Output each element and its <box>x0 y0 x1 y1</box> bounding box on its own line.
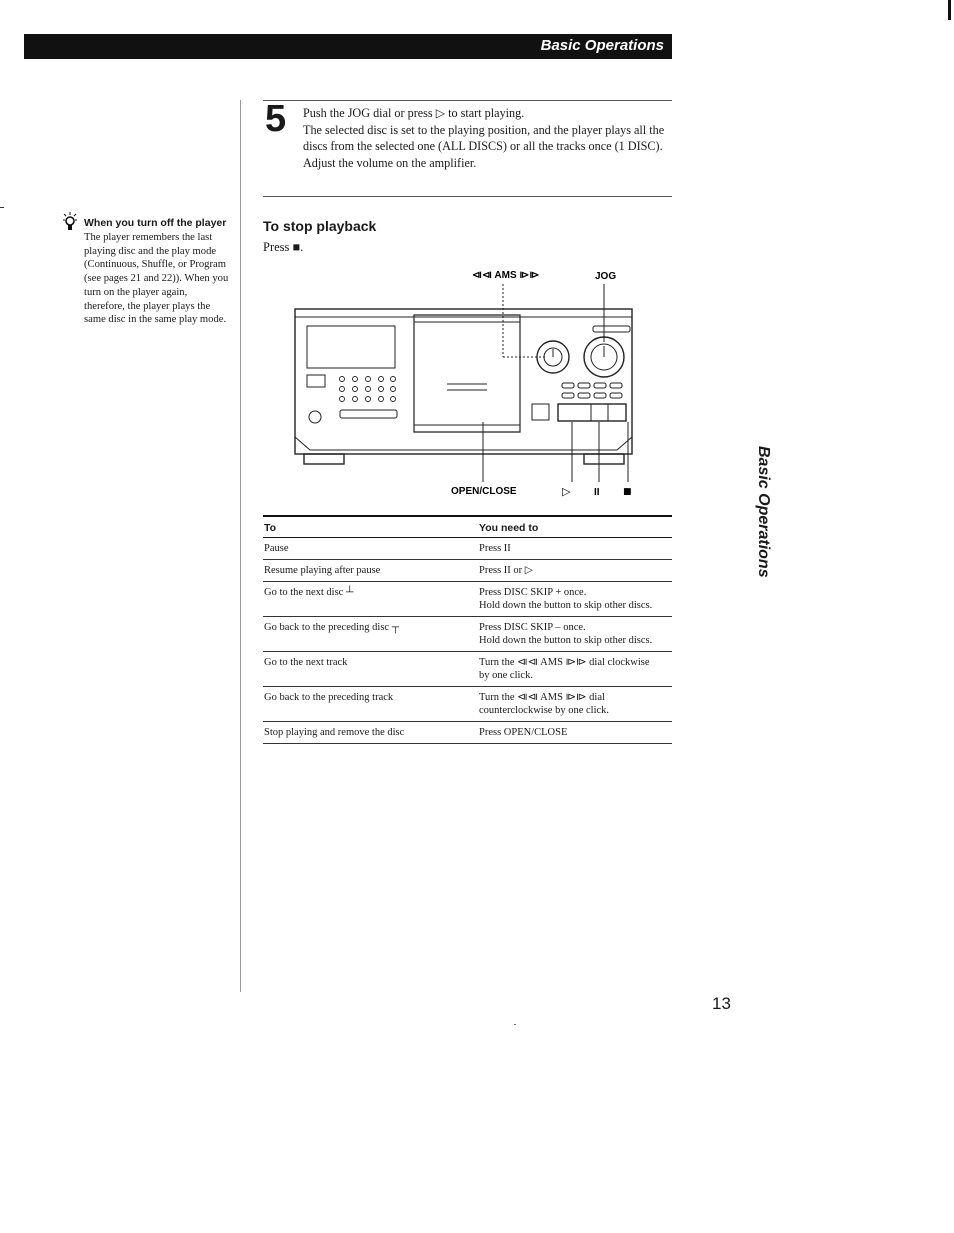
disc-skip-icon: ┴ <box>345 587 354 598</box>
print-dot <box>514 1024 516 1025</box>
ams-label: ⧏⧏ AMS ⧐⧐ <box>472 270 540 281</box>
column-header-action: You need to <box>478 516 672 538</box>
disc-skip-icon: ┬ <box>391 622 400 633</box>
cd-player-illustration <box>262 262 674 502</box>
cell-action-line: Press DISC SKIP + once. <box>479 587 587 598</box>
open-close-label: OPEN/CLOSE <box>451 486 517 497</box>
table-row <box>263 617 672 652</box>
cell-to-text: Go back to the preceding disc <box>264 622 390 633</box>
lightbulb-icon <box>63 212 77 232</box>
step-rule-top <box>263 100 672 101</box>
table-header-row <box>263 516 672 538</box>
cell-to-text: Go to the next disc <box>264 587 344 598</box>
cell-action-line: counterclockwise by one click. <box>479 705 610 716</box>
table-row <box>263 560 672 582</box>
table-row <box>263 652 672 687</box>
play-label: ▷ <box>562 485 571 498</box>
tip-title: When you turn off the player <box>84 217 227 229</box>
tip-body: The player remembers the last playing disc and the play mode (Continuous, Shuffle, or Program (see pages 21 and 22)). When you turn on the player again, therefore, the player plays the same disc in the same play mode. <box>84 232 229 326</box>
operations-table <box>263 515 672 744</box>
cell-action: Press II or ▷ <box>478 560 672 582</box>
cell-action-line: Turn the ⧏⧏ AMS ⧐⧐ dial clockwise <box>479 657 650 668</box>
pause-label: II <box>594 487 600 498</box>
cell-to <box>263 617 478 652</box>
cell-action <box>478 687 672 722</box>
table-row <box>263 538 672 560</box>
cell-action <box>478 582 672 617</box>
cell-to: Resume playing after pause <box>263 560 478 582</box>
cell-action-line: by one click. <box>479 670 533 681</box>
step-line: Push the JOG dial or press ▷ to start playing. <box>303 106 525 120</box>
side-tab: Basic Operations <box>755 446 772 578</box>
header-title: Basic Operations <box>540 37 664 54</box>
cell-action <box>478 617 672 652</box>
step-number: 5 <box>265 98 287 140</box>
cell-to: Go back to the preceding track <box>263 687 478 722</box>
stop-label: ■ <box>623 487 632 497</box>
cell-to: Stop playing and remove the disc <box>263 722 478 744</box>
cell-to: Go to the next track <box>263 652 478 687</box>
header-bar <box>24 34 672 59</box>
cell-action-line: Turn the ⧏⧏ AMS ⧐⧐ dial <box>479 692 605 703</box>
table-row <box>263 722 672 744</box>
table-row <box>263 687 672 722</box>
step-rule-bottom <box>263 196 672 197</box>
jog-label: JOG <box>595 271 617 282</box>
column-divider <box>240 100 241 992</box>
step-line: Adjust the volume on the amplifier. <box>303 155 477 170</box>
corner-mark <box>948 0 951 20</box>
cell-to <box>263 582 478 617</box>
step-text <box>303 105 673 171</box>
cell-action: Press II <box>478 538 672 560</box>
cell-to: Pause <box>263 538 478 560</box>
cell-action: Press OPEN/CLOSE <box>478 722 672 744</box>
cell-action <box>478 652 672 687</box>
page-number: 13 <box>712 994 731 1013</box>
margin-tick <box>0 207 4 208</box>
step-line: The selected disc is set to the playing position, and the player plays all the discs from the selected one (ALL DISCS) or all the tracks once (1 DISC). <box>303 122 665 153</box>
column-header-to: To <box>263 516 478 538</box>
press-instruction: Press ■. <box>263 240 304 254</box>
cell-action-line: Hold down the button to skip other discs. <box>479 600 653 611</box>
section-title: To stop playback <box>263 218 377 234</box>
cell-action-line: Press DISC SKIP – once. <box>479 622 586 633</box>
table-row <box>263 582 672 617</box>
cell-action-line: Hold down the button to skip other discs. <box>479 635 653 646</box>
